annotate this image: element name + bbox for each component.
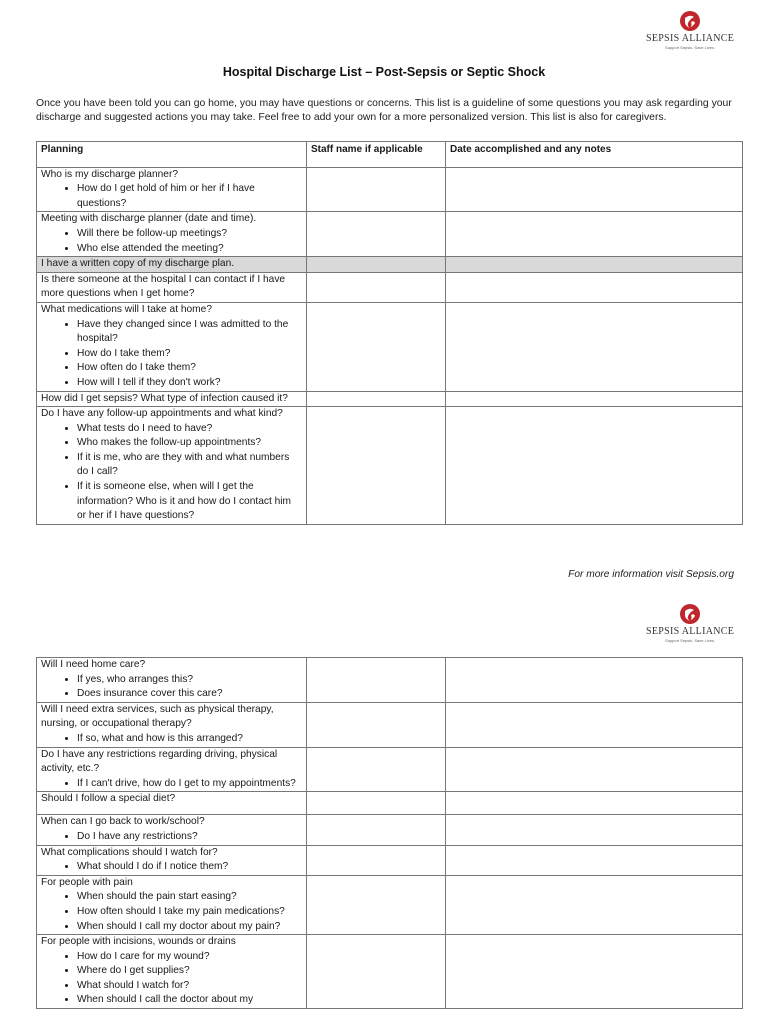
planning-question: Will I need home care? [41, 659, 146, 670]
date-notes-cell[interactable] [446, 747, 743, 792]
sub-question-item: • How will I tell if they don't work? [77, 376, 302, 391]
sub-question-item: • When should I call my doctor about my pain? [77, 920, 302, 935]
date-notes-cell[interactable] [446, 407, 743, 525]
table-row [37, 391, 743, 407]
planning-cell [37, 302, 307, 391]
logo-name: SEPSIS ALLIANCE [646, 33, 735, 44]
planning-question: Who is my discharge planner? [41, 168, 179, 180]
date-notes-cell[interactable] [446, 935, 743, 1009]
logo-name: SEPSIS ALLIANCE [646, 626, 735, 637]
sub-question-item: • Who makes the follow-up appointments? [77, 436, 302, 451]
sub-question-list [41, 950, 302, 1008]
planning-question: I have a written copy of my discharge plan. [41, 258, 235, 270]
sub-question-item: • How do I care for my wound? [77, 950, 302, 965]
planning-cell [37, 407, 307, 525]
staff-name-cell[interactable] [307, 702, 446, 747]
date-notes-cell[interactable] [446, 792, 743, 815]
staff-name-cell[interactable] [307, 875, 446, 934]
intro-paragraph: Once you have been told you can go home, you may have questions or concerns. This list is a guideline of some questions you may ask regarding your discharge and suggested actions you may take. Feel free to add your own for a more personalized version. This list is also for caregivers. [36, 98, 732, 123]
staff-name-cell[interactable] [307, 815, 446, 845]
planning-cell [37, 747, 307, 792]
header-planning: Planning [37, 142, 307, 168]
sub-question-item: • How do I get hold of him or her if I have questions? [77, 182, 302, 211]
sepsis-alliance-logo [646, 603, 734, 643]
planning-question: Do I have any follow-up appointments and what kind? [41, 408, 283, 420]
planning-cell [37, 792, 307, 815]
planning-question: When can I go back to work/school? [41, 816, 205, 828]
date-notes-cell[interactable] [446, 391, 743, 407]
planning-question: Meeting with discharge planner (date and time). [41, 213, 257, 225]
discharge-table-page1 [36, 141, 743, 525]
planning-cell [37, 391, 307, 407]
sub-question-item: • Who else attended the meeting? [77, 242, 302, 257]
sub-question-list [41, 890, 302, 934]
sub-question-list [41, 860, 302, 875]
sub-question-item: • When should I call the doctor about my [77, 993, 302, 1008]
planning-question: What medications will I take at home? [41, 303, 212, 315]
planning-cell [37, 935, 307, 1009]
staff-name-cell[interactable] [307, 935, 446, 1009]
table-row [37, 935, 743, 1009]
sub-question-item: • When should the pain start easing? [77, 890, 302, 905]
date-notes-cell[interactable] [446, 875, 743, 934]
staff-name-cell[interactable] [307, 658, 446, 703]
staff-name-cell[interactable] [307, 845, 446, 875]
sub-question-item: • Does insurance cover this care? [77, 687, 302, 702]
planning-cell [37, 845, 307, 875]
logo-tagline: Support Sepsis. Save Lives. [665, 45, 716, 50]
planning-question: Is there someone at the hospital I can contact if I have more questions when I get home? [41, 273, 286, 300]
staff-name-cell[interactable] [307, 407, 446, 525]
sub-question-item: • Where do I get supplies? [77, 964, 302, 979]
planning-question: For people with pain [41, 876, 133, 888]
table-row [37, 792, 743, 815]
sub-question-item: • What tests do I need to have? [77, 422, 302, 437]
planning-cell [37, 257, 307, 273]
page-title: Hospital Discharge List – Post-Sepsis or Septic Shock [222, 65, 546, 79]
planning-cell [37, 815, 307, 845]
planning-question: Will I need extra services, such as physical therapy, nursing, or occupational therapy? [41, 703, 274, 730]
sub-question-list [41, 422, 302, 524]
date-notes-cell[interactable] [446, 815, 743, 845]
table-header-row [37, 142, 743, 168]
staff-name-cell[interactable] [307, 272, 446, 302]
sub-question-item: • If I can't drive, how do I get to my appointments? [77, 777, 302, 792]
date-notes-cell[interactable] [446, 167, 743, 212]
table-row [37, 302, 743, 391]
sub-question-list [41, 318, 302, 391]
sub-question-item: • What should I do if I notice them? [77, 860, 302, 875]
sub-question-list [41, 732, 302, 747]
table-row [37, 212, 743, 257]
sub-question-item: • What should I watch for? [77, 979, 302, 994]
planning-cell [37, 658, 307, 703]
discharge-table-page2 [36, 657, 743, 1009]
planning-question: How did I get sepsis? What type of infection caused it? [41, 392, 288, 404]
sub-question-item: • Will there be follow-up meetings? [77, 227, 302, 242]
sub-question-item: • If yes, who arranges this? [77, 673, 302, 688]
footer-more-info: For more information visit Sepsis.org [568, 569, 734, 580]
planning-cell [37, 875, 307, 934]
sepsis-alliance-logo-icon [679, 10, 701, 32]
sub-question-item: • If so, what and how is this arranged? [77, 732, 302, 747]
date-notes-cell[interactable] [446, 257, 743, 273]
table-row [37, 845, 743, 875]
staff-name-cell[interactable] [307, 167, 446, 212]
table-row [37, 407, 743, 525]
sub-question-item: • How often do I take them? [77, 361, 302, 376]
date-notes-cell[interactable] [446, 658, 743, 703]
planning-question: Do I have any restrictions regarding driving, physical activity, etc.? [41, 748, 278, 775]
table-row [37, 702, 743, 747]
staff-name-cell[interactable] [307, 212, 446, 257]
header-staff-name: Staff name if applicable [307, 142, 446, 168]
table-row [37, 257, 743, 273]
sub-question-list [41, 830, 302, 845]
staff-name-cell[interactable] [307, 792, 446, 815]
planning-question: For people with incisions, wounds or drains [41, 936, 236, 948]
staff-name-cell[interactable] [307, 747, 446, 792]
sub-question-item: • How often should I take my pain medications? [77, 905, 302, 920]
table-row [37, 167, 743, 212]
table-row [37, 815, 743, 845]
sub-question-list [41, 182, 302, 211]
sub-question-item: • How do I take them? [77, 347, 302, 362]
sub-question-item: • If it is me, who are they with and what numbers do I call? [77, 451, 302, 480]
table-body-page2 [37, 658, 743, 1009]
date-notes-cell[interactable] [446, 702, 743, 747]
table-row [37, 747, 743, 792]
sepsis-alliance-logo [646, 10, 734, 50]
planning-cell [37, 212, 307, 257]
staff-name-cell[interactable] [307, 391, 446, 407]
header-date-notes: Date accomplished and any notes [446, 142, 743, 168]
sub-question-item: • Do I have any restrictions? [77, 830, 302, 845]
sub-question-item: • Have they changed since I was admitted to the hospital? [77, 318, 302, 347]
sub-question-list [41, 777, 302, 792]
planning-cell [37, 272, 307, 302]
staff-name-cell[interactable] [307, 302, 446, 391]
table-row [37, 272, 743, 302]
sub-question-list [41, 673, 302, 702]
date-notes-cell[interactable] [446, 272, 743, 302]
sub-question-item: • If it is someone else, when will I get the information? Who is it and how do I contact him or her if I have questions? [77, 480, 302, 524]
sub-question-list [41, 227, 302, 256]
logo-tagline: Support Sepsis. Save Lives. [665, 638, 716, 643]
date-notes-cell[interactable] [446, 845, 743, 875]
date-notes-cell[interactable] [446, 212, 743, 257]
date-notes-cell[interactable] [446, 302, 743, 391]
table-row [37, 658, 743, 703]
planning-question: Should I follow a special diet? [41, 793, 176, 805]
planning-question: What complications should I watch for? [41, 846, 218, 858]
planning-cell [37, 167, 307, 212]
sepsis-alliance-logo-icon [679, 603, 701, 625]
table-body-page1 [37, 167, 743, 524]
table-row [37, 875, 743, 934]
planning-cell [37, 702, 307, 747]
staff-name-cell[interactable] [307, 257, 446, 273]
